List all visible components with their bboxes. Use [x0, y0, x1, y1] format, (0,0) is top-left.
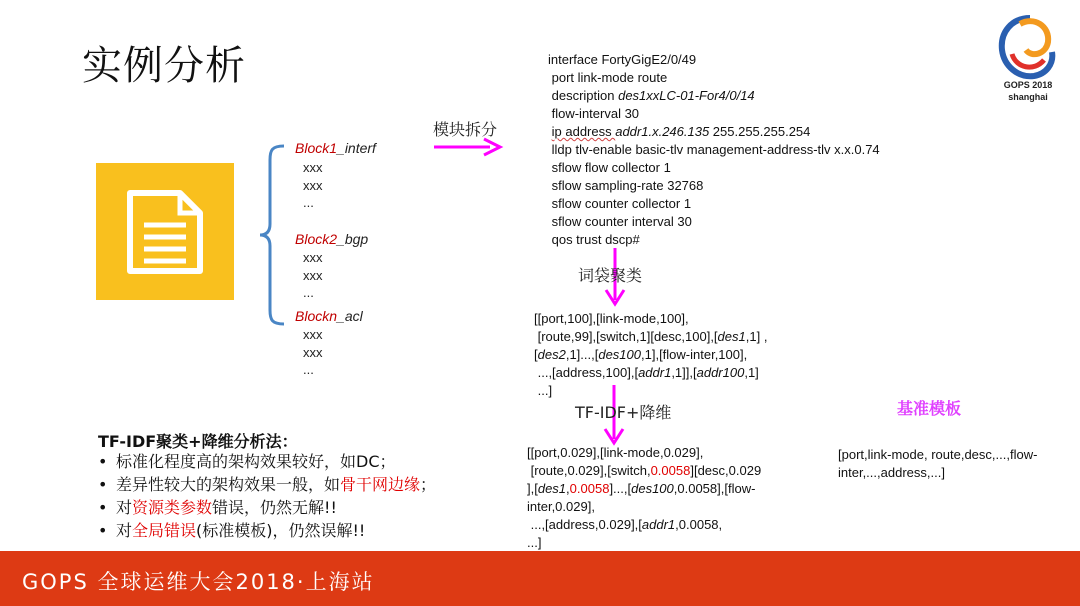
document-icon	[96, 163, 234, 300]
brace-icon	[258, 144, 288, 326]
logo-text-city: shanghai	[1008, 92, 1048, 102]
bag-arrow-label: 词袋聚类	[578, 266, 643, 285]
tfidf-arrow-label: TF-IDF+降维	[575, 403, 672, 422]
method-bullets	[98, 450, 436, 542]
bullet-item: • 差异性较大的架构效果一般，如骨干网边缘；	[98, 475, 437, 494]
block1-line: xxx	[303, 160, 323, 175]
blockn-line: ...	[303, 362, 314, 377]
right-arrow-icon	[434, 136, 504, 158]
bullet-item: • 对全局错误(标准模板)，仍然误解!!	[98, 521, 366, 540]
block1-line: xxx	[303, 178, 323, 193]
config-document-box	[96, 163, 234, 300]
standard-template-label: 基准模板	[897, 399, 962, 418]
gops-logo-icon	[990, 10, 1070, 105]
slide-title: 实例分析	[82, 43, 246, 89]
block1-label: Block1_interf	[295, 140, 376, 156]
config-code: interface FortyGigE2/0/49 port link-mode route description des1xxLC-01-For4/0/14 flow-interval 30 ip address addr1.x.246.135 255.255.255.254 lldp tlv-enable basic-tlv management-address-tlv x.x.0.74 sflow flow collector 1 sflow sampling-rate 32768 sflow counter collector 1 sflow counter interval 30 qos trust dscp#	[548, 52, 880, 247]
block1-line: ...	[303, 195, 314, 210]
bullet-item: • 对资源类参数错误，仍然无解!!	[98, 498, 337, 517]
tfidf-output: [[port,0.029],[link-mode,0.029], [route,0.029],[switch,0.0058][desc,0.029 ],[des1,0.0058]...,[des100,0.0058],[flow- inter,0.029], ...,[address,0.029],[addr1,0.0058, ...]	[527, 445, 762, 550]
blockn-line: xxx	[303, 327, 323, 342]
logo-text-year: GOPS 2018	[1003, 80, 1053, 90]
method-title: TF-IDF聚类+降维分析法：	[98, 432, 298, 451]
block2-label: Block2_bgp	[295, 231, 369, 247]
block2-line: xxx	[303, 268, 323, 283]
block2-line: ...	[303, 285, 314, 300]
footer-text: GOPS 全球运维大会2018·上海站	[22, 570, 375, 594]
bag-of-words-output: [[port,100],[link-mode,100], [route,99],[switch,1][desc,100],[des1,1] , [des2,1]...,[des100,1],[flow-inter,100], ...,[address,100],[addr1,1]],[addr100,1] ...]	[534, 311, 768, 398]
split-arrow-label: 模块拆分	[433, 120, 498, 139]
blockn-line: xxx	[303, 345, 323, 360]
standard-template: [port,link-mode, route,desc,...,flow- inter,...,address,...]	[838, 447, 1038, 480]
block2-line: xxx	[303, 250, 323, 265]
bullet-item: • 标准化程度高的架构效果较好，如DC；	[98, 452, 396, 471]
blockn-label: Blockn_acl	[295, 308, 363, 324]
